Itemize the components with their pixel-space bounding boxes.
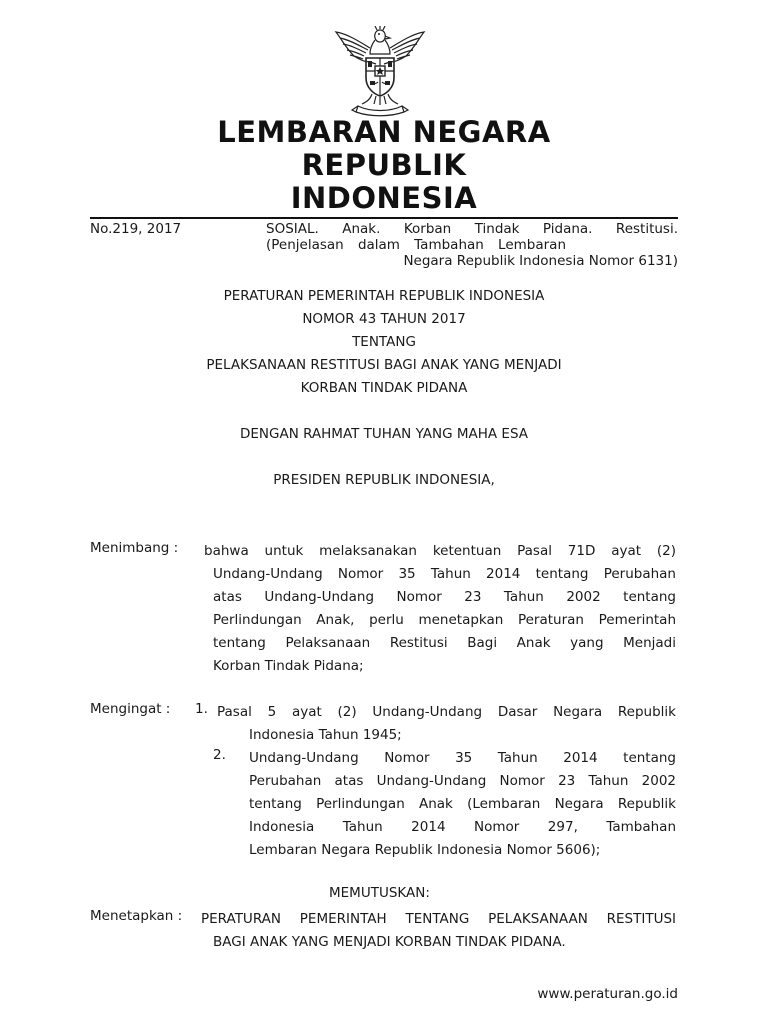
gazette-number: No.219, 2017 (90, 221, 182, 237)
mengingat-item-2-number: 2. (213, 747, 226, 763)
menimbang-line: atas Undang-Undang Nomor 23 Tahun 2002 tentang (213, 589, 676, 605)
regulation-subject-line-1: PELAKSANAAN RESTITUSI BAGI ANAK YANG MENJADI (206, 357, 562, 373)
menimbang-line: tentang Pelaksanaan Restitusi Bagi Anak yang Menjadi (213, 635, 676, 651)
menetapkan-line-2 (213, 931, 676, 954)
memutuskan-heading: MEMUTUSKAN: (329, 885, 430, 901)
regulation-title: PERATURAN PEMERINTAH REPUBLIK INDONESIA (223, 288, 545, 304)
masthead-line-1: LEMBARAN NEGARA (217, 115, 551, 149)
mengingat-item-1-first (217, 701, 676, 724)
menimbang-line: Undang-Undang Nomor 35 Tahun 2014 tentang Perubahan (213, 566, 676, 582)
menimbang-line: Korban Tindak Pidana; (213, 658, 364, 674)
menimbang-line-0 (204, 540, 676, 563)
subject-line-3: Negara Republik Indonesia Nomor 6131) (403, 253, 678, 269)
mengingat-line: Undang-Undang Nomor 35 Tahun 2014 tentang (249, 750, 676, 766)
mengingat-item-1-rest (249, 724, 676, 747)
masthead-line-2: REPUBLIK (301, 148, 467, 182)
mengingat-label: Mengingat : (90, 701, 171, 717)
regulation-about: TENTANG (352, 334, 416, 350)
garuda-emblem-icon (330, 26, 430, 118)
subject-line-1: SOSIAL. Anak. Korban Tindak Pidana. Restitusi. (266, 221, 678, 237)
mengingat-item-2 (249, 747, 676, 862)
menetapkan-text: PERATURAN PEMERINTAH TENTANG PELAKSANAAN RESTITUSI (201, 911, 676, 927)
mengingat-line: Indonesia Tahun 1945; (249, 727, 402, 743)
mengingat-line: tentang Perlindungan Anak (Lembaran Negara Republik (249, 796, 676, 812)
mengingat-line: Perubahan atas Undang-Undang Nomor 23 Tahun 2002 (249, 773, 676, 789)
subject-line-2: (Penjelasan dalam Tambahan Lembaran (266, 237, 566, 253)
menetapkan-line-1 (201, 908, 676, 931)
regulation-subject-line-2: KORBAN TINDAK PIDANA (300, 380, 468, 396)
header-divider (90, 217, 678, 219)
invocation: DENGAN RAHMAT TUHAN YANG MAHA ESA (239, 426, 529, 442)
president-heading: PRESIDEN REPUBLIK INDONESIA, (273, 472, 495, 488)
mengingat-line: Pasal 5 ayat (2) Undang-Undang Dasar Negara Republik (217, 704, 676, 720)
mengingat-line: Lembaran Negara Republik Indonesia Nomor 5606); (249, 842, 601, 858)
menetapkan-label: Menetapkan : (90, 908, 183, 924)
mengingat-item-1-number: 1. (195, 701, 208, 717)
menimbang-line: Perlindungan Anak, perlu menetapkan Peraturan Pemerintah (213, 612, 676, 628)
gazette-subject (266, 221, 678, 269)
menimbang-label: Menimbang : (90, 540, 179, 556)
menetapkan-text: BAGI ANAK YANG MENJADI KORBAN TINDAK PIDANA. (213, 934, 566, 950)
menimbang-body (213, 563, 676, 678)
mengingat-line: Indonesia Tahun 2014 Nomor 297, Tambahan (249, 819, 676, 835)
masthead-title (0, 116, 768, 215)
masthead-line-3: INDONESIA (290, 181, 478, 215)
footer-url: www.peraturan.go.id (537, 986, 678, 1002)
regulation-number: NOMOR 43 TAHUN 2017 (302, 311, 466, 327)
menimbang-text: bahwa untuk melaksanakan ketentuan Pasal 71D ayat (2) (204, 543, 676, 559)
